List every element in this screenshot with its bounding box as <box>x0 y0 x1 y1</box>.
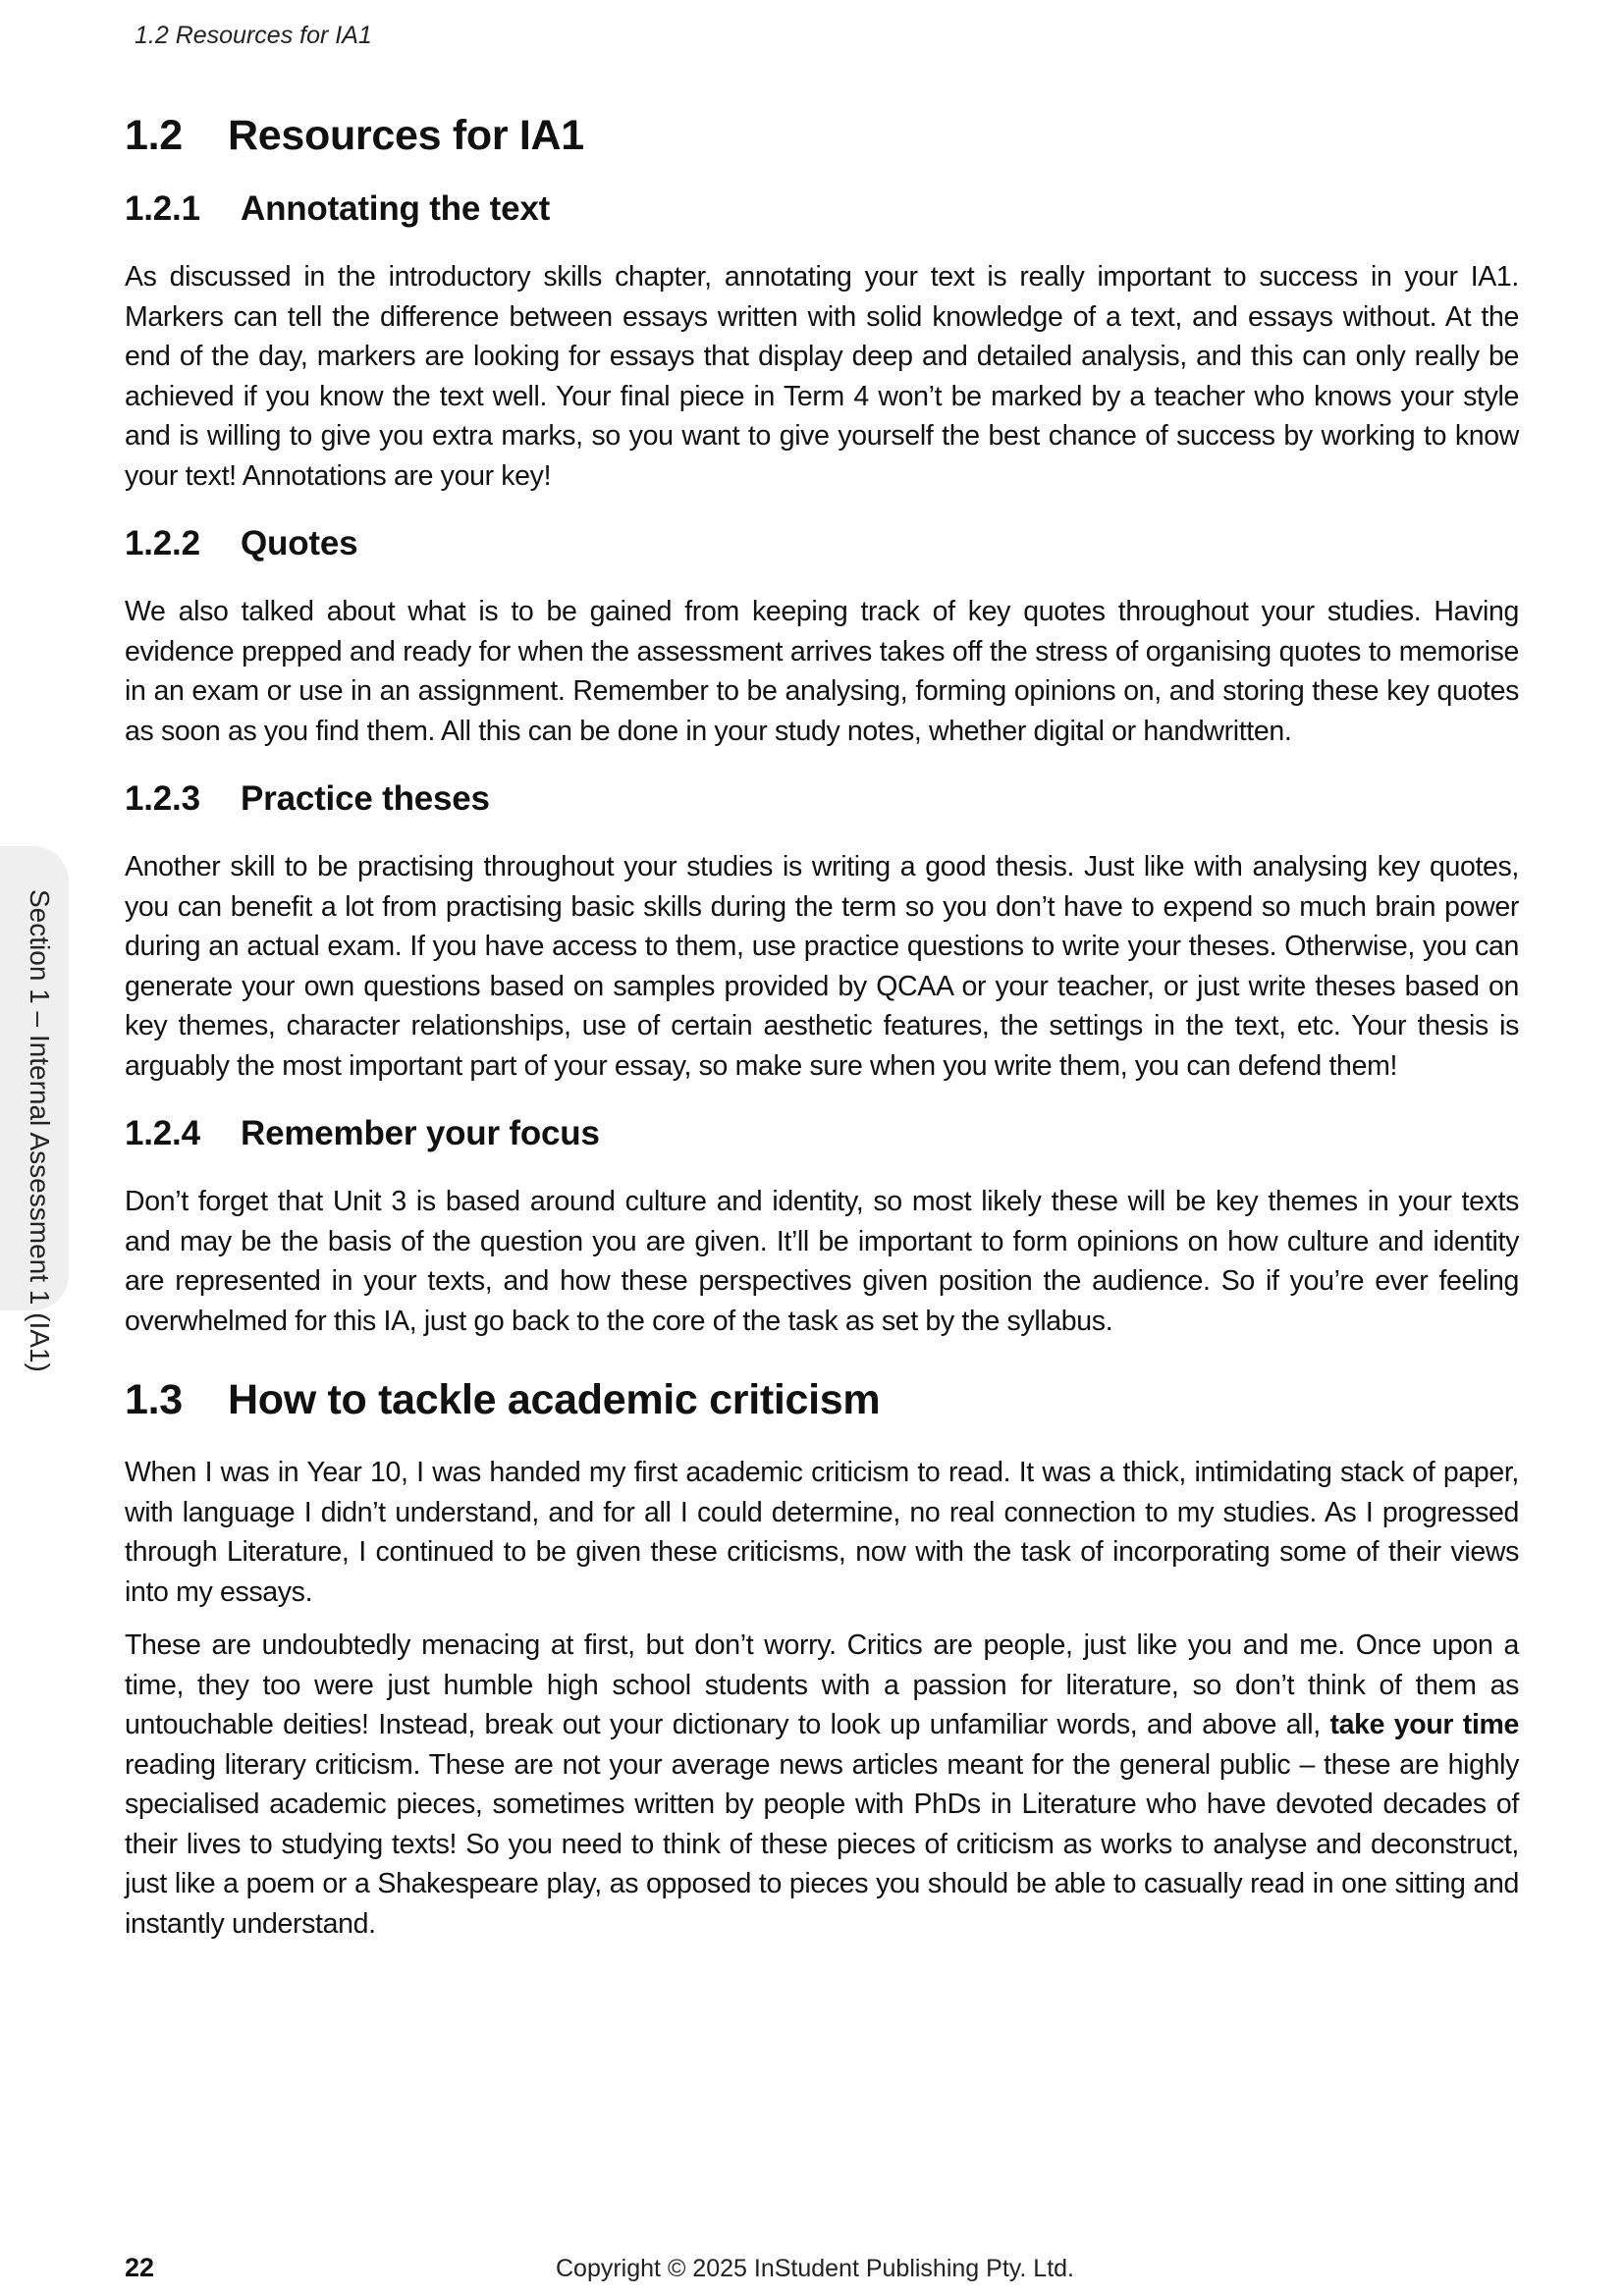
subsection-heading-1-2-4 <box>125 1109 1519 1158</box>
subsection-number: 1.2.2 <box>125 524 200 562</box>
subsection-title: Quotes <box>241 524 358 562</box>
paragraph-annotating: As discussed in the introductory skills chapter, annotating your text is really important to success in your IA1. Markers can tell the difference between essays written with solid knowledge of a text, and essays without. At the end of the day, markers are looking for essays that display deep and detailed analysis, and this can only really be achieved if you know the text well. Your final piece in Term 4 won’t be marked by a teacher who knows your style and is willing to give you extra marks, so you want to give yourself the best chance of success by working to know your text! Annotations are your key! <box>125 261 1519 492</box>
paragraph-text: reading literary criticism. These are not your average news articles meant for the general public – these are highly specialised academic pieces, sometimes written by people with PhDs in Literature who have devoted decades of their lives to studying texts! So you need to think of these pieces of criticism as works to analyse and deconstruct, just like a poem or a Shakespeare play, as opposed to pieces you should be able to casually read in one sitting and instantly understand. <box>125 1748 1519 1940</box>
paragraph-remember-focus: Don’t forget that Unit 3 is based around culture and identity, so most likely these will be key themes in your texts and may be the basis of the question you are given. It’ll be important to form opinions on how culture and identity are represented in your texts, and how these perspectives given position the audience. So if you’re ever feeling overwhelmed for this IA, just go back to the core of the task as set by the syllabus. <box>125 1186 1519 1337</box>
subsection-heading-1-2-2 <box>125 519 1519 568</box>
section-heading-1-3 <box>125 1370 1519 1429</box>
paragraph-menacing <box>125 1626 1519 1944</box>
section-title: How to tackle academic criticism <box>228 1376 881 1423</box>
subsection-number: 1.2.3 <box>125 779 200 818</box>
paragraph-quotes: We also talked about what is to be gained from keeping track of key quotes throughout your studies. Having evidence prepped and ready for when the assessment arrives takes off the stress of organising quotes to memorise in an exam or use in an assignment. Remember to be analysing, forming opinions on, and storing these key quotes as soon as you find them. All this can be done in your study notes, whether digital or handwritten. <box>125 596 1519 747</box>
paragraph-text: These are undoubtedly menacing at first, but don’t worry. Critics are people, just like you and me. Once upon a time, they too were just humble high school students with a passion for literature, so don’t think of them as untouchable deities! Instead, break out your dictionary to look up unfamiliar words, and above all, <box>125 1629 1519 1740</box>
subsection-title: Remember your focus <box>241 1114 600 1152</box>
page-content <box>125 106 1519 1944</box>
running-header: 1.2 Resources for IA1 <box>135 22 372 49</box>
subsection-heading-1-2-1 <box>125 185 1519 234</box>
copyright-notice: Copyright © 2025 InStudent Publishing Pty. Ltd. <box>556 2255 1075 2282</box>
paragraph-practice-theses: Another skill to be practising throughout your studies is writing a good thesis. Just like with analysing key quotes, you can benefit a lot from practising basic skills during the term so you don’t have to expend so much brain power during an actual exam. If you have access to them, use practice questions to write your theses. Otherwise, you can generate your own questions based on samples provided by QCAA or your teacher, or just write theses based on key themes, character relationships, use of certain aesthetic features, the settings in the text, etc. Your thesis is arguably the most important part of your essay, so make sure when you write them, you can defend them! <box>125 851 1519 1082</box>
section-heading-1-2 <box>125 106 1519 165</box>
section-number: 1.3 <box>125 1376 183 1423</box>
subsection-title: Practice theses <box>241 779 490 818</box>
section-side-tab-label: Section 1 – Internal Assessment 1 (IA1) <box>25 889 55 1372</box>
subsection-heading-1-2-3 <box>125 774 1519 824</box>
section-number: 1.2 <box>125 112 183 159</box>
page-number: 22 <box>125 2253 155 2282</box>
paragraph-year-10: When I was in Year 10, I was handed my first academic criticism to read. It was a thick, intimidating stack of paper, with language I didn’t understand, and for all I could determine, no real connection to my studies. As I progressed through Literature, I continued to be given these criticisms, now with the task of incorporating some of their views into my essays. <box>125 1457 1519 1608</box>
subsection-number: 1.2.1 <box>125 189 200 228</box>
section-title: Resources for IA1 <box>228 112 584 159</box>
subsection-title: Annotating the text <box>241 189 551 228</box>
section-side-tab-label-wrap <box>14 889 55 1372</box>
subsection-number: 1.2.4 <box>125 1114 200 1152</box>
emphasis-text: take your time <box>1329 1709 1520 1740</box>
